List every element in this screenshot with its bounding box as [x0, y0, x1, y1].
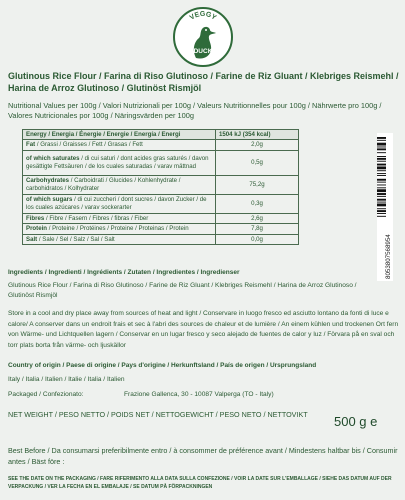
- nutrient-value: 2,6g: [216, 213, 299, 223]
- packaged-label: Packaged / Confezionato:: [8, 391, 84, 398]
- nutrition-row-carbohydrates: [23, 175, 299, 194]
- nutrient-label: Energy: [26, 131, 47, 138]
- nutrient-label: Salt: [26, 235, 38, 243]
- nutrition-row-salt: [23, 234, 299, 244]
- origin-text: Italy / Italia / Italien / Italie / Italia / Italien: [8, 376, 125, 383]
- net-weight-value: 500 g e: [334, 414, 378, 429]
- nutrition-row-protein: [23, 224, 299, 234]
- nutrition-row-sugars: [23, 194, 299, 213]
- nutrition-row-fibres: [23, 213, 299, 223]
- nutrition-row-fat: [23, 140, 299, 150]
- storage-instructions: Store in a cool and dry place away from sources of heat and light / Conservare in luogo fresco ed asciutto lontano da fonti di luce e calore/ A conserver dans un endroit frais et sec à l'abri des sources de chaleur et de lumière / An einem kühlen und trockenen Ort fern von Wärme- und Lichtquellen lagern / Conservar en un lugar fresco y seco alejado de fuentes de calor y luz / Förvara på en sval och torr plats borta från värme- och ljuskällor: [8, 310, 399, 349]
- nutrition-row-saturates: [23, 150, 299, 175]
- best-before-text: Best Before / Da consumarsi preferibilmente entro / à consommer de préférence avant / Mindestens haltbar bis / Consumir antes / Bäst före :: [8, 446, 398, 466]
- see-date-notice: SEE THE DATE ON THE PACKAGING / FARE RIFERIMENTO ALLA DATA SULLA CONFEZIONE / VOIR LA DATE SUR L'EMBALLAGE / SIEHE DAS DATUM AUF DER VERPACKUNG / VER LA FECHA EN EL EMBALAJE / SE DATUM PÅ FÖRPACKNINGEN: [8, 476, 392, 490]
- nutrition-row-energy: [23, 130, 299, 140]
- net-weight-label: NET WEIGHT / PESO NETTO / POIDS NET / NETTOGEWICHT / PESO NETO / NETTOVIKT: [8, 410, 308, 419]
- nutrient-value: 2,0g: [216, 140, 299, 150]
- packaged-address: Frazione Gallenca, 30 - 10087 Valperga (TO - Italy): [124, 391, 274, 398]
- nutrient-value: 1504 kJ (354 kcal): [216, 130, 299, 140]
- barcode-number: 8053807568954: [385, 234, 392, 279]
- nutrition-header: Nutritional Values per 100g / Valori Nutrizionali per 100g / Valeurs Nutritionnelles pour 100g / Nährwerte pro 100g / Valores Nutricionales por 100g / Näringsvärden per 100g: [8, 101, 382, 120]
- packaged-by: [8, 391, 400, 398]
- nutrient-translations: / Grassi / Graisses / Fett / Grasas / Fett: [35, 141, 143, 149]
- nutrient-translations: / Proteine / Protéines / Proteine / Proteinas / Protein: [47, 225, 189, 233]
- nutrient-value: 7,8g: [216, 224, 299, 234]
- product-title: Glutinous Rice Flour / Farina di Riso Glutinoso / Farine de Riz Gluant / Klebriges Reismehl / Harina de Arroz Glutinoso / Glutinöst Rismjöl: [8, 71, 399, 93]
- nutrient-value: 0,5g: [216, 150, 299, 175]
- nutrient-value: 0,3g: [216, 194, 299, 213]
- nutrient-value: 75,2g: [216, 175, 299, 194]
- nutrient-label: Fibres: [26, 214, 45, 222]
- nutrient-label: Carbohydrates: [26, 177, 70, 185]
- nutrient-translations: / Energia / Énergie / Energie / Energía / Energi: [46, 131, 181, 138]
- nutrient-translations: / Carboidrati / Glucides / Kohlenhydrate / carbohidratos / Kolhydrater: [26, 177, 181, 192]
- nutrient-label: of which sugars: [26, 196, 73, 204]
- barcode: [377, 133, 393, 281]
- nutrient-label: Fat: [26, 141, 36, 149]
- nutrition-table: [22, 129, 299, 245]
- brand-logo: [172, 6, 234, 68]
- nutrient-label: of which saturates: [26, 155, 80, 163]
- nutrient-translations: / di cui saturi / dont acides gras saturés / davon gesättigte Fettsäuren / de los cuales saturadas / varav mättnad: [26, 155, 209, 170]
- nutrient-value: 0,0g: [216, 234, 299, 244]
- nutrient-translations: / Sale / Sel / Salz / Sal / Salt: [37, 235, 115, 243]
- origin-title: Country of origin / Paese di origine / Pays d'origine / Herkunftsland / País de origen / Ursprungsland: [8, 362, 317, 369]
- ingredients-text: Glutinous Rice Flour / Farina di Riso Glutinoso / Farine de Riz Gluant / Klebriges Reismehl / Harina de Arroz Glutinoso / Glutinöst Rismjöl: [8, 282, 357, 299]
- nutrient-translations: / di cui zuccheri / dont sucres / davon Zucker / de los cuales azúcares / varav sockerarter: [26, 196, 207, 211]
- nutrient-translations: / Fibre / Fasern / Fibres / fibras / Fiber: [44, 214, 149, 222]
- svg-text:VEGGY: VEGGY: [188, 10, 218, 22]
- svg-text:DUCK: DUCK: [193, 48, 213, 55]
- nutrient-label: Protein: [26, 225, 47, 233]
- ingredients-title: Ingredients / Ingredienti / Ingrédients / Zutaten / Ingredientes / Ingredienser: [8, 269, 240, 276]
